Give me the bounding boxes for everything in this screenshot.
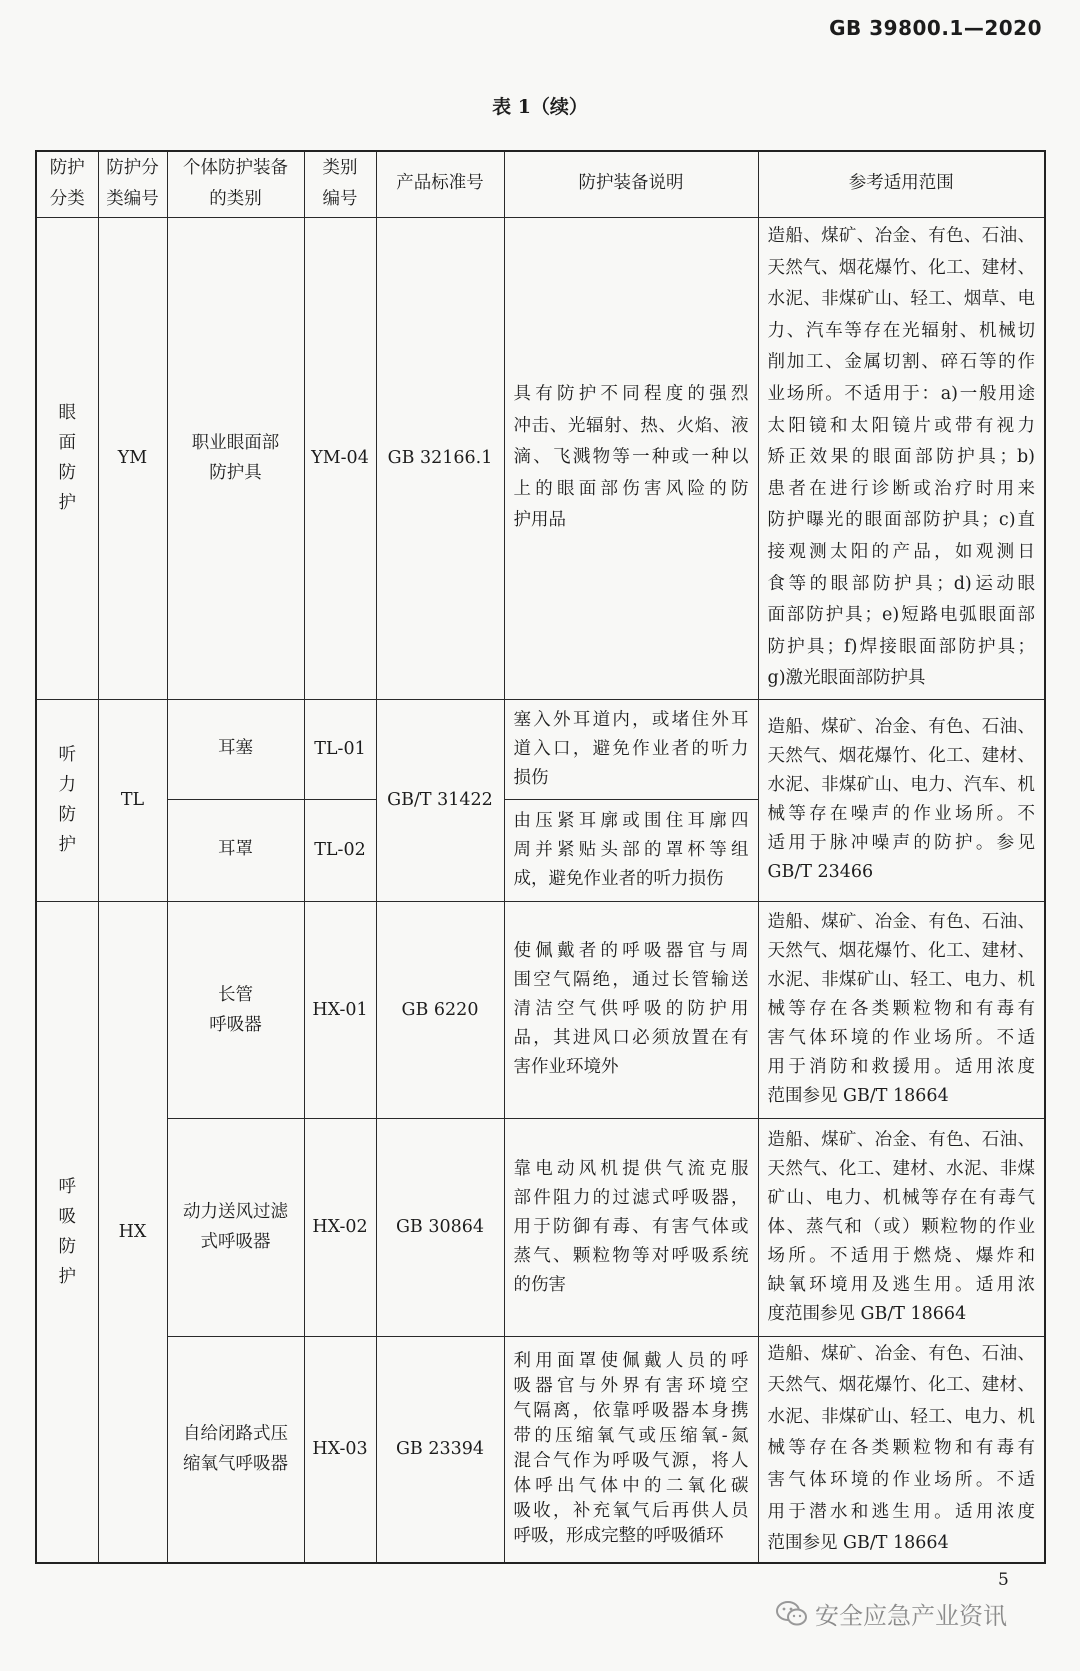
category-cell [36, 217, 98, 699]
header-standard [376, 151, 504, 217]
header-type-code [304, 151, 376, 217]
table-header-row [36, 151, 1045, 217]
text-line: 防护具 [209, 463, 262, 483]
table-row [36, 901, 1045, 1118]
category-code-cell: TL [98, 699, 167, 901]
text-line: 害气体环境的作业场所。不适 [767, 1028, 1035, 1048]
category-cell [36, 699, 98, 901]
type-cell [167, 1336, 304, 1563]
header-description [504, 151, 758, 217]
text-line: 水泥、非煤矿山、轻工、电力、机 [767, 970, 1035, 990]
text-line: 产品标准号 [396, 173, 484, 194]
text-line: 式呼吸器 [200, 1232, 271, 1252]
table-title: 表 1（续） [492, 96, 588, 118]
watermark-text: 安全应急产业资讯 [815, 1602, 1007, 1630]
text-line: 防 [58, 1236, 76, 1257]
text-line: 使佩戴者的呼吸器官与周 [513, 941, 749, 961]
text-line: 由压紧耳廓或围住耳廓四 [513, 810, 749, 831]
text-line: 分类 [49, 189, 85, 210]
text-line: 的类别 [209, 189, 262, 210]
text-line: 耳罩 [218, 839, 253, 860]
text-line: 削加工、金属切割、碎石等的作 [767, 352, 1035, 373]
standard-cell: GB 23394 [376, 1336, 504, 1563]
text-line: 水泥、非煤矿山、电力、汽车、机 [767, 775, 1035, 795]
text-line: 蒸气、颗粒物等对呼吸系统 [513, 1245, 749, 1266]
type-cell [167, 699, 304, 799]
text-line: 清洁空气供呼吸的防护用 [513, 999, 749, 1019]
text-line: 类别 [322, 157, 358, 178]
category-cell [36, 901, 98, 1563]
type-cell [167, 1118, 304, 1336]
text-line: 天然气、烟花爆竹、化工、建材、 [767, 1375, 1035, 1396]
text-line: 防 [58, 805, 76, 825]
text-line: 听 [58, 745, 76, 765]
text-line: 自给闭路式压 [183, 1424, 288, 1445]
text-line: 呼吸，形成完整的呼吸循环 [513, 1526, 724, 1547]
type-cell [167, 217, 304, 699]
text-line: 周并紧贴头部的罩杯等组 [513, 839, 749, 860]
header-category-code [98, 151, 167, 217]
text-line: 食等的眼部防护具；d)运动眼 [767, 573, 1035, 594]
text-line: 耳塞 [218, 738, 253, 759]
text-line: 滴、飞溅物等一种或一种以 [513, 447, 749, 468]
standard-cell: GB 30864 [376, 1118, 504, 1336]
text-line: 长管 [218, 984, 253, 1005]
header-category [36, 151, 98, 217]
type-code-cell: HX-03 [304, 1336, 376, 1563]
text-line: 护 [58, 1266, 76, 1287]
description-cell [504, 901, 758, 1118]
text-line: 造船、煤矿、冶金、有色、石油、 [767, 1129, 1035, 1150]
text-line: 塞入外耳道内，或堵住外耳 [513, 709, 749, 730]
text-line: 围空气隔绝，通过长管输送 [513, 970, 749, 990]
type-code-cell: TL-02 [304, 799, 376, 901]
text-line: 防护曝光的眼面部防护具；c)直 [767, 510, 1035, 531]
text-line: 护 [58, 493, 76, 513]
text-line: 参考适用范围 [848, 173, 954, 194]
text-line: 成，避免作业者的听力损伤 [513, 868, 724, 889]
text-line: 品，其进风口必须放置在有 [513, 1028, 749, 1048]
text-line: 天然气、烟花爆竹、化工、建材、 [767, 941, 1035, 961]
text-line: 范围参见 GB/T 18664 [767, 1086, 949, 1106]
text-line: 械等存在噪声的作业场所。不 [767, 804, 1035, 824]
text-line: g)激光眼面部防护具 [767, 668, 926, 689]
text-line: 防护具；f)焊接眼面部防护具； [767, 636, 1035, 657]
header-scope [758, 151, 1045, 217]
text-line: 面部防护具；e)短路电弧眼面部 [767, 605, 1035, 626]
text-line: 损伤 [513, 767, 549, 788]
text-line: 吸收，补充氧气后再供人员 [513, 1501, 749, 1522]
text-line: 害作业环境外 [513, 1057, 619, 1077]
scope-cell [758, 699, 1045, 901]
text-line: 接观测太阳的产品，如观测日 [767, 541, 1035, 562]
scope-cell [758, 217, 1045, 699]
text-line: 靠电动风机提供气流克服 [513, 1158, 749, 1179]
standard-cell: GB/T 31422 [376, 699, 504, 901]
text-line: 体呼出气体中的二氧化碳 [513, 1476, 749, 1497]
text-line: 利用面罩使佩戴人员的呼 [513, 1351, 749, 1372]
scope-cell [758, 901, 1045, 1118]
scope-cell [758, 1118, 1045, 1336]
text-line: 太阳镜和太阳镜片或带有视力 [767, 415, 1035, 436]
text-line: 编号 [322, 189, 358, 210]
text-line: 具有防护不同程度的强烈 [513, 384, 749, 405]
text-line: 防护装备说明 [578, 173, 684, 194]
text-line: 道入口，避免作业者的听力 [513, 738, 749, 759]
text-line: 个体防护装备 [183, 157, 288, 178]
text-line: 呼吸器 [209, 1014, 262, 1035]
text-line: 护用品 [513, 510, 566, 531]
type-code-cell: HX-01 [304, 901, 376, 1118]
text-line: 力 [58, 775, 76, 795]
text-line: 械等存在各类颗粒物和有毒有 [767, 1438, 1035, 1459]
watermark [775, 1596, 1007, 1631]
text-line: 呼 [58, 1176, 76, 1197]
text-line: 部件阻力的过滤式呼吸器， [513, 1187, 749, 1208]
text-line: 用于防御有毒、有害气体或 [513, 1216, 749, 1237]
text-line: 动力送风过滤 [183, 1202, 288, 1222]
text-line: 类编号 [106, 189, 159, 210]
text-line: 范围参见 GB/T 18664 [767, 1533, 949, 1554]
text-line: 造船、煤矿、冶金、有色、石油、 [767, 912, 1035, 932]
table-row [36, 1336, 1045, 1563]
table-row [36, 1118, 1045, 1336]
text-line: 水泥、非煤矿山、轻工、烟草、电 [767, 289, 1035, 310]
scope-cell [758, 1336, 1045, 1563]
text-line: 天然气、烟花爆竹、化工、建材、 [767, 746, 1035, 766]
table-row [36, 217, 1045, 699]
text-line: 用于潜水和逃生用。适用浓度 [767, 1501, 1035, 1522]
standard-cell: GB 6220 [376, 901, 504, 1118]
text-line: 防 [58, 463, 76, 483]
text-line: 矿山、电力、机械等存在有毒气 [767, 1187, 1035, 1208]
description-cell [504, 1336, 758, 1563]
description-cell [504, 1118, 758, 1336]
type-code-cell: YM-04 [304, 217, 376, 699]
text-line: 带的压缩氧气或压缩氧-氮 [513, 1426, 749, 1447]
text-line: 天然气、化工、建材、水泥、非煤 [767, 1158, 1035, 1179]
text-line: 矫正效果的眼面部防护具；b) [767, 447, 1035, 468]
category-code-cell: YM [98, 217, 167, 699]
header-equipment-type [167, 151, 304, 217]
category-code-cell: HX [98, 901, 167, 1563]
text-line: 缩氧气呼吸器 [183, 1454, 288, 1475]
text-line: 造船、煤矿、冶金、有色、石油、 [767, 226, 1035, 247]
text-line: 场所。不适用于燃烧、爆炸和 [767, 1245, 1035, 1266]
text-line: 用于消防和救援用。适用浓度 [767, 1057, 1035, 1077]
page-number: 5 [998, 1570, 1009, 1590]
text-line: 患者在进行诊断或治疗时用来 [767, 478, 1035, 499]
text-line: 械等存在各类颗粒物和有毒有 [767, 999, 1035, 1019]
text-line: 吸器官与外界有害环境空 [513, 1376, 749, 1397]
text-line: 防护 [49, 157, 85, 178]
text-line: 气隔离，依靠呼吸器本身携 [513, 1401, 749, 1422]
text-line: 缺氧环境用及逃生用。适用浓 [767, 1274, 1035, 1295]
text-line: 职业眼面部 [191, 433, 280, 453]
text-line: 的伤害 [513, 1274, 566, 1295]
type-code-cell: TL-01 [304, 699, 376, 799]
type-cell [167, 799, 304, 901]
wechat-icon [775, 1599, 809, 1629]
ppe-table [35, 150, 1046, 1564]
text-line: 护 [58, 835, 76, 855]
text-line: 面 [58, 433, 76, 453]
description-cell [504, 217, 758, 699]
text-line: 造船、煤矿、冶金、有色、石油、 [767, 717, 1035, 737]
text-line: 混合气作为呼吸气源，将人 [513, 1451, 749, 1472]
description-cell [504, 699, 758, 799]
description-cell [504, 799, 758, 901]
text-line: 上的眼面部伤害风险的防 [513, 478, 749, 499]
text-line: 冲击、光辐射、热、火焰、液 [513, 415, 749, 436]
type-cell [167, 901, 304, 1118]
standard-number: GB 39800.1—2020 [829, 16, 1042, 40]
table-row [36, 699, 1045, 799]
type-code-cell: HX-02 [304, 1118, 376, 1336]
text-line: GB/T 23466 [767, 862, 874, 882]
text-line: 眼 [58, 403, 76, 423]
text-line: 水泥、非煤矿山、轻工、电力、机 [767, 1406, 1035, 1427]
text-line: 吸 [58, 1206, 76, 1227]
text-line: 度范围参见 GB/T 18664 [767, 1303, 967, 1324]
text-line: 害气体环境的作业场所。不适 [767, 1470, 1035, 1491]
text-line: 适用于脉冲噪声的防护。参见 [767, 833, 1035, 853]
standard-cell: GB 32166.1 [376, 217, 504, 699]
text-line: 天然气、烟花爆竹、化工、建材、 [767, 257, 1035, 278]
text-line: 业场所。不适用于：a)一般用途 [767, 384, 1035, 405]
text-line: 防护分 [106, 157, 159, 178]
text-line: 造船、煤矿、冶金、有色、石油、 [767, 1343, 1035, 1364]
text-line: 体、蒸气和（或）颗粒物的作业 [767, 1216, 1035, 1237]
text-line: 力、汽车等存在光辐射、机械切 [767, 320, 1035, 341]
